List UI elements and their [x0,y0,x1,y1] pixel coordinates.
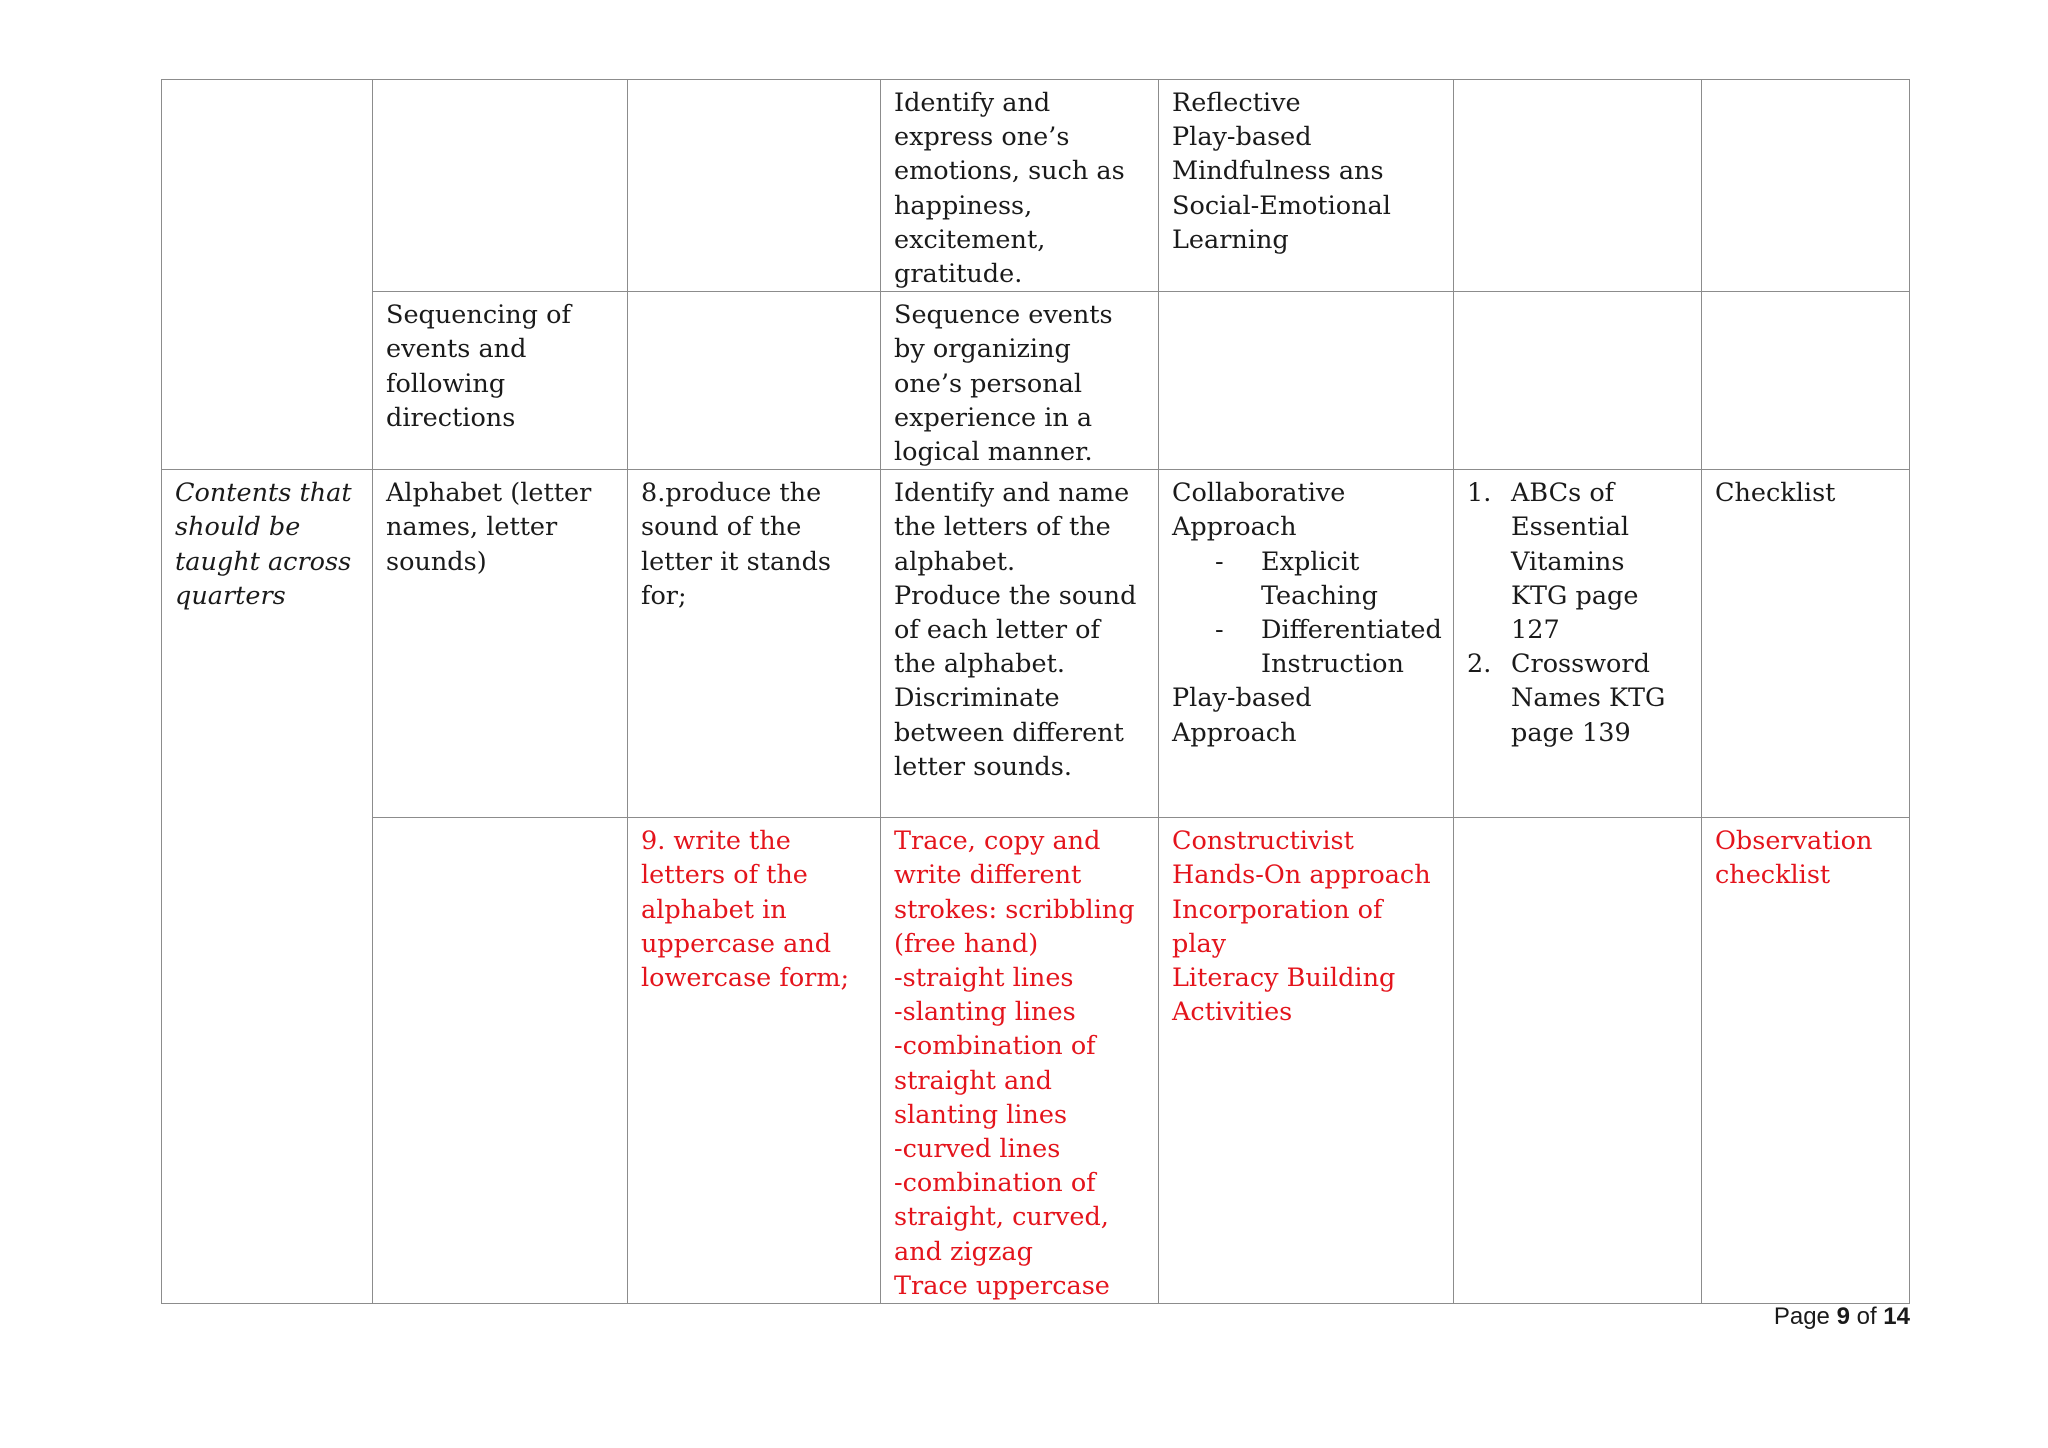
text-line: 127 [1511,615,1560,646]
text-line: happiness, [894,190,1033,221]
text-line: logical manner. [894,437,1093,468]
cell-r3-c2 [373,470,628,818]
text-line: -combination of [894,1168,1096,1199]
text-line: quarters [175,580,286,611]
text-line: Mindfulness ans [1172,156,1384,187]
cell-r3-c3 [628,470,881,818]
text-line: experience in a [894,402,1093,433]
text-line: of each letter of [894,615,1100,646]
text-line: Approach [1172,512,1297,543]
text-line: strokes: scribbling [894,894,1135,925]
text-line: Constructivist [1172,826,1354,857]
text-line: between different [894,717,1124,748]
text-line: Vitamins [1511,546,1625,577]
text-line: following [386,368,506,399]
text-line: one’s personal [894,368,1082,399]
approach-bullet-list [1172,545,1443,682]
table-row [162,292,1910,470]
cell-r4-c3 [628,818,881,1304]
item-number: 2. [1467,649,1492,680]
text-line: 9. write the [641,826,791,857]
text-line: ABCs of [1511,478,1615,509]
item-number: 1. [1467,478,1492,509]
text-line: Produce the sound [894,580,1137,611]
text-line: Instruction [1261,649,1404,680]
text-line: Alphabet (letter [386,478,592,509]
text-line: for; [641,580,687,611]
text-line: Activities [1172,997,1293,1028]
text-line: Incorporation of [1172,894,1383,925]
text-line: alphabet in [641,894,787,925]
text-line: by organizing [894,334,1071,365]
text-line: letter it stands [641,546,832,577]
text-line: sound of the [641,512,802,543]
text-line: play [1172,928,1227,959]
bullet-item [1215,545,1443,613]
cell-r4-c6 [1454,818,1702,1304]
cell-r4-c5 [1159,818,1454,1304]
total-page-count: 14 [1883,1303,1910,1330]
cell-r3-c1-category [162,470,373,1304]
text-line: straight and [894,1065,1052,1096]
text-line: express one’s [894,122,1070,153]
text-line: directions [386,402,516,433]
table-row [162,80,1910,292]
cell-r1-c2 [373,80,628,292]
cell-r2-c5 [1159,292,1454,470]
cell-r2-c3 [628,292,881,470]
text-line: sounds) [386,546,487,577]
cell-r1-c5 [1159,80,1454,292]
text-line: names, letter [386,512,558,543]
text-line: Play-based [1172,122,1312,153]
current-page-number: 9 [1836,1303,1850,1330]
text-line: 8.produce the [641,478,822,509]
text-line: the alphabet. [894,649,1065,680]
text-line: Observation [1715,826,1873,857]
bullet-item [1215,613,1443,681]
text-line: taught across [175,546,352,577]
text-line: events and [386,334,527,365]
cell-r2-c6 [1454,292,1702,470]
text-line: lowercase form; [641,963,850,994]
text-line: Hands-On approach [1172,860,1431,891]
text-line: Trace uppercase [894,1270,1110,1301]
text-line: the letters of the [894,512,1111,543]
page-of-label: of [1856,1303,1877,1330]
text-line: page 139 [1511,717,1631,748]
text-line: Teaching [1261,580,1378,611]
text-line: (free hand) [894,928,1039,959]
cell-r3-c7 [1702,470,1910,818]
text-line: Literacy Building [1172,963,1396,994]
text-line: - Explicit [1261,546,1360,577]
text-line: Crossword [1511,649,1650,680]
text-line: gratitude. [894,259,1023,290]
text-line: Approach [1172,717,1297,748]
cell-r3-c5 [1159,470,1454,818]
curriculum-table [161,79,1910,1304]
text-line: slanting lines [894,1099,1068,1130]
text-line: -combination of [894,1031,1096,1062]
text-line: Collaborative [1172,478,1346,509]
text-line: Identify and name [894,478,1130,509]
text-line: excitement, [894,224,1046,255]
text-line: Reflective [1172,88,1301,118]
text-line: Sequencing of [386,300,571,331]
text-line: Sequence events [894,300,1113,331]
cell-r4-c7 [1702,818,1910,1304]
text-line: Social-Emotional [1172,190,1391,221]
text-line: Contents that [175,478,352,509]
text-line: Names KTG [1511,683,1666,714]
cell-r3-c4 [881,470,1159,818]
text-line: Discriminate [894,683,1060,714]
cell-r2-c2 [373,292,628,470]
cell-r4-c2 [373,818,628,1304]
text-line: Identify and [894,88,1051,118]
numbered-item [1467,647,1691,750]
page-number-footer [1774,1303,1910,1331]
text-line: -straight lines [894,963,1074,994]
cell-r2-c4 [881,292,1159,470]
cell-r1-c3 [628,80,881,292]
text-line: Essential [1511,512,1630,543]
text-line: and zigzag [894,1236,1033,1267]
text-line: write different [894,860,1082,891]
page-prefix: Page [1773,1303,1830,1330]
cell-r4-c4 [881,818,1159,1304]
numbered-item [1467,476,1691,647]
text-line: letter sounds. [894,751,1072,782]
text-line: should be [175,512,301,543]
text-line: KTG page [1511,580,1639,611]
text-line: Trace, copy and [894,826,1101,857]
text-line: - Differentiated [1261,615,1442,646]
cell-r1-c4 [881,80,1159,292]
resource-numbered-list [1467,476,1691,750]
table-row [162,470,1910,818]
text-line: -slanting lines [894,997,1076,1028]
text-line: Learning [1172,224,1289,255]
text-line: straight, curved, [894,1202,1109,1233]
cell-r3-c6 [1454,470,1702,818]
cell-r1-c7 [1702,80,1910,292]
cell-r2-c7 [1702,292,1910,470]
text-line: checklist [1715,860,1831,891]
text-line: emotions, such as [894,156,1125,187]
table-row [162,818,1910,1304]
text-line: alphabet. [894,546,1016,577]
cell-r1-c6 [1454,80,1702,292]
text-line: uppercase and [641,928,832,959]
text-line: letters of the [641,860,808,891]
text-line: Checklist [1715,478,1836,509]
cell-r1-c1 [162,80,373,470]
text-line: Play-based [1172,683,1312,714]
text-line: -curved lines [894,1134,1061,1165]
